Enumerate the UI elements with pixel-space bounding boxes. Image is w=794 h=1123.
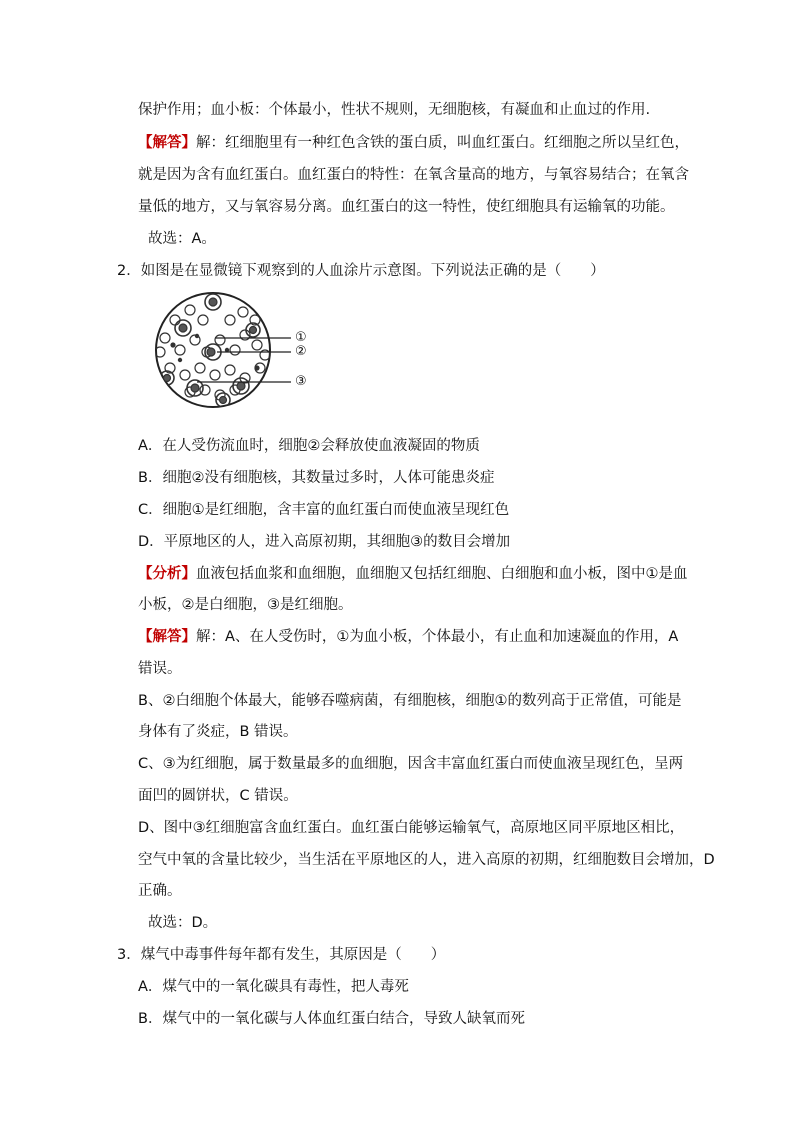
text-line: 量低的地方，又与氧容易分离。血红蛋白的这一特性，使红细胞具有运输氧的功能。 xyxy=(138,199,675,215)
label-3: ③ xyxy=(295,374,307,389)
q3-option-a: A．煤气中的一氧化碳具有毒性，把人毒死 xyxy=(138,979,409,995)
analysis-tag: 【分析】 xyxy=(138,566,196,582)
answer-paragraph xyxy=(138,133,689,153)
answer-tag: 【解答】 xyxy=(138,629,196,645)
text-line: D、图中③红细胞富含血红蛋白。血红蛋白能够运输氧气，高原地区同平原地区相比， xyxy=(138,820,685,836)
analysis-text: 血液包括血浆和血细胞，血细胞又包括红细胞、白细胞和血小板，图中①是血 xyxy=(196,566,688,582)
text-line: 故选：A。 xyxy=(148,231,216,247)
text-line: 身体有了炎症，B 错误。 xyxy=(138,724,298,740)
text-line: 正确。 xyxy=(138,883,182,899)
option-b: B．细胞②没有细胞核，其数量过多时，人体可能患炎症 xyxy=(138,470,495,486)
option-a: A．在人受伤流血时，细胞②会释放使血液凝固的物质 xyxy=(138,438,480,454)
analysis-paragraph xyxy=(138,564,688,584)
text-line: 保护作用；血小板：个体最小，性状不规则，无细胞核，有凝血和止血过的作用. xyxy=(138,102,651,118)
answer-paragraph xyxy=(138,627,678,647)
question-2: 2．如图是在显微镜下观察到的人血涂片示意图。下列说法正确的是（ ） xyxy=(117,263,605,279)
text-line: 空气中氧的含量比较少，当生活在平原地区的人，进入高原的初期，红细胞数目会增加，D xyxy=(138,852,715,868)
text-line: 面凹的圆饼状，C 错误。 xyxy=(138,788,298,804)
text-line: 错误。 xyxy=(138,661,182,677)
label-2: ② xyxy=(295,344,307,359)
label-1: ① xyxy=(295,330,307,345)
q3-option-b: B．煤气中的一氧化碳与人体血红蛋白结合，导致人缺氧而死 xyxy=(138,1011,525,1027)
text-line: B、②白细胞个体最大，能够吞噬病菌，有细胞核，细胞①的数列高于正常值，可能是 xyxy=(138,693,682,709)
answer-text: 解：A、在人受伤时，①为血小板，个体最小，有止血和加速凝血的作用，A xyxy=(196,629,679,645)
text-line: 故选：D。 xyxy=(148,915,218,931)
text-line: 就是因为含有血红蛋白。血红蛋白的特性：在氧含量高的地方，与氧容易结合；在氧含 xyxy=(138,167,689,183)
option-d: D．平原地区的人，进入高原初期，其细胞③的数目会增加 xyxy=(138,534,511,550)
blood-smear-figure xyxy=(145,290,325,410)
option-c: C．细胞①是红细胞，含丰富的血红蛋白而使血液呈现红色 xyxy=(138,502,510,518)
text-line: C、③为红细胞，属于数量最多的血细胞，因含丰富血红蛋白而使血液呈现红色，呈两 xyxy=(138,756,684,772)
answer-text: 解：红细胞里有一种红色含铁的蛋白质，叫血红蛋白。红细胞之所以呈红色， xyxy=(196,135,689,151)
question-3: 3．煤气中毒事件每年都有发生，其原因是（ ） xyxy=(117,947,446,963)
text-line: 小板，②是白细胞，③是红细胞。 xyxy=(138,597,353,613)
answer-tag: 【解答】 xyxy=(138,135,196,151)
